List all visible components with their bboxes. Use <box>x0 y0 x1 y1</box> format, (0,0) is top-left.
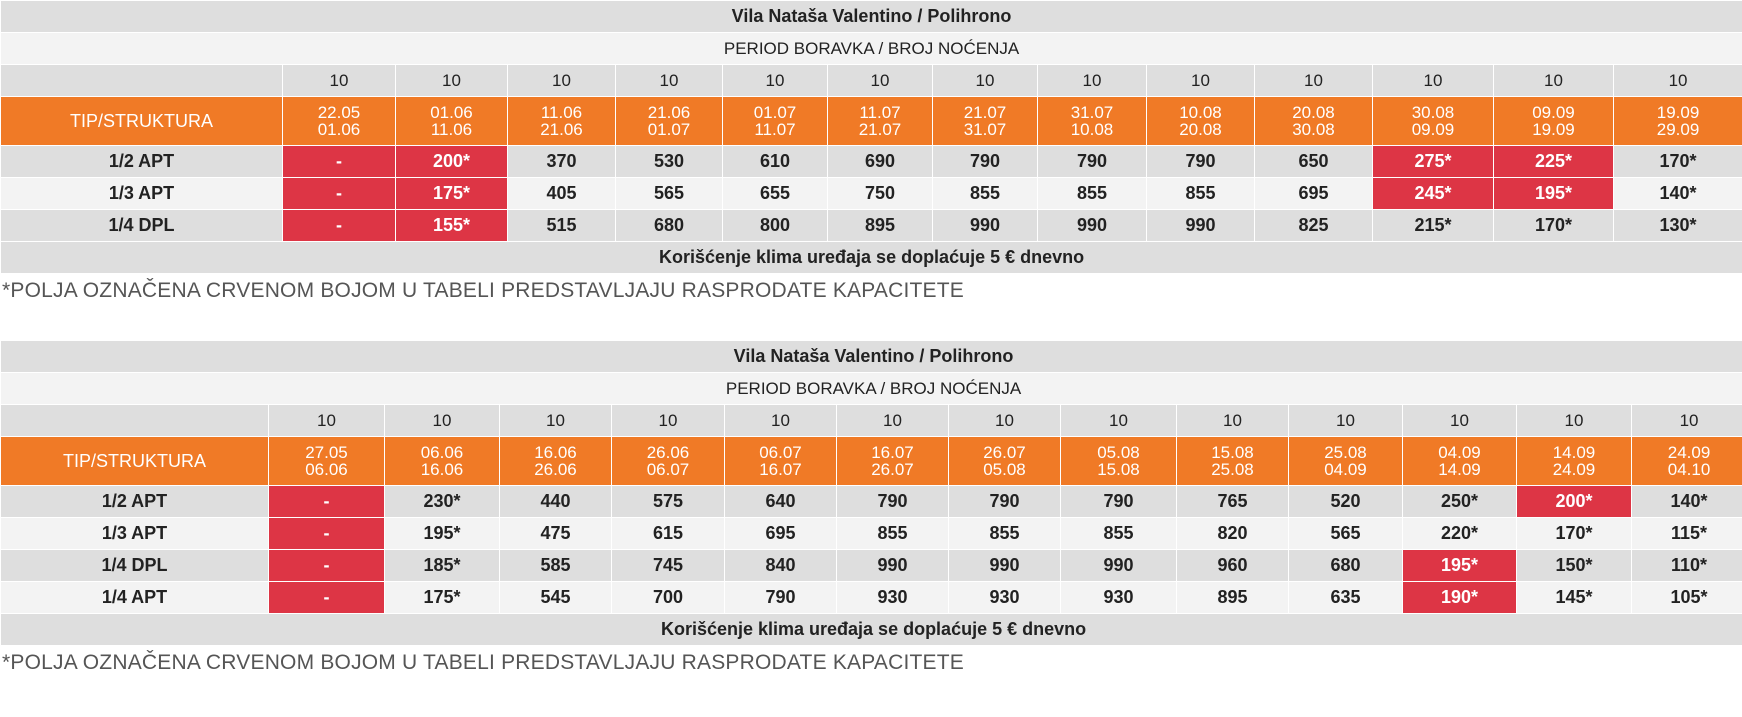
table-row <box>1 582 1742 614</box>
sold-out-footnote: *POLJA OZNAČENA CRVENOM BOJOM U TABELI PREDSTAVLJAJU RASPRODATE KAPACITETE <box>2 651 964 674</box>
nights-count: 10 <box>500 405 612 437</box>
price-cell: 175* <box>385 582 500 614</box>
price-cell: 690 <box>828 146 933 178</box>
period-from: 19.09 <box>1656 103 1700 122</box>
price-cell: 105* <box>1632 582 1742 614</box>
table-row <box>1 146 1742 178</box>
period-header-cell <box>612 437 725 486</box>
air-conditioning-note: Korišćenje klima uređaja se doplaćuje 5 € dnevno <box>1 242 1742 274</box>
period-header-cell <box>828 97 933 146</box>
price-cell: 545 <box>500 582 612 614</box>
price-cell-sold-out: 225* <box>1494 146 1614 178</box>
period-from: 26.06 <box>646 443 690 462</box>
nights-count: 10 <box>385 405 500 437</box>
period-from: 11.06 <box>540 103 583 122</box>
period-header-cell <box>500 437 612 486</box>
period-header-row <box>1 97 1742 146</box>
price-cell: 475 <box>500 518 612 550</box>
period-from: 26.07 <box>983 443 1026 462</box>
period-from: 25.08 <box>1324 443 1367 462</box>
nights-count: 10 <box>1403 405 1517 437</box>
price-cell: 195* <box>385 518 500 550</box>
period-header-cell <box>1255 97 1373 146</box>
period-from: 06.07 <box>759 443 802 462</box>
period-header-cell <box>616 97 723 146</box>
price-cell: 825 <box>1255 210 1373 242</box>
period-to: 11.07 <box>754 120 796 139</box>
table-subtitle-row <box>1 33 1742 65</box>
nights-count: 10 <box>1177 405 1289 437</box>
nights-count: 10 <box>508 65 616 97</box>
period-header-cell <box>723 97 828 146</box>
price-cell: 440 <box>500 486 612 518</box>
period-to: 31.07 <box>963 120 1007 139</box>
table-title-row <box>1 1 1742 33</box>
nights-count: 10 <box>949 405 1061 437</box>
period-from: 05.08 <box>1097 443 1140 462</box>
period-to: 16.06 <box>420 460 464 479</box>
price-cell-sold-out: 175* <box>396 178 508 210</box>
price-cell-sold-out: 195* <box>1494 178 1614 210</box>
room-type-label: 1/3 APT <box>1 178 283 210</box>
price-cell: 855 <box>933 178 1038 210</box>
nights-count: 10 <box>1517 405 1632 437</box>
price-cell-sold-out: 200* <box>396 146 508 178</box>
period-from: 31.07 <box>1070 103 1114 122</box>
period-to: 21.07 <box>858 120 902 139</box>
period-header-cell <box>1038 97 1147 146</box>
price-cell-sold-out: - <box>269 518 385 550</box>
period-to: 04.09 <box>1324 460 1367 479</box>
nights-row-spacer <box>1 65 283 97</box>
price-cell: 250* <box>1403 486 1517 518</box>
table-title-row <box>1 341 1742 373</box>
period-to: 14.09 <box>1438 460 1481 479</box>
price-cell: 750 <box>828 178 933 210</box>
nights-count: 10 <box>837 405 949 437</box>
period-header-cell <box>1373 97 1494 146</box>
price-cell-sold-out: - <box>269 550 385 582</box>
price-cell: 895 <box>1177 582 1289 614</box>
price-cell: 130* <box>1614 210 1742 242</box>
price-cell: 790 <box>949 486 1061 518</box>
price-cell: 110* <box>1632 550 1742 582</box>
period-header-cell <box>1494 97 1614 146</box>
period-header-row <box>1 437 1742 486</box>
room-type-label: 1/2 APT <box>1 486 269 518</box>
price-cell: 840 <box>725 550 837 582</box>
period-from: 11.07 <box>859 103 901 122</box>
period-header-cell <box>725 437 837 486</box>
nights-count: 10 <box>828 65 933 97</box>
table-spacer <box>0 310 1742 340</box>
price-cell: 655 <box>723 178 828 210</box>
room-type-label: 1/4 DPL <box>1 210 283 242</box>
price-cell-sold-out: - <box>269 486 385 518</box>
period-header-cell <box>1614 97 1742 146</box>
price-cell: 115* <box>1632 518 1742 550</box>
price-cell-sold-out: - <box>283 178 396 210</box>
price-cell: 765 <box>1177 486 1289 518</box>
nights-count: 10 <box>933 65 1038 97</box>
period-to: 01.06 <box>317 120 361 139</box>
nights-row-spacer <box>1 405 269 437</box>
price-cell: 680 <box>616 210 723 242</box>
room-type-label: 1/4 APT <box>1 582 269 614</box>
table-subtitle: PERIOD BORAVKA / BROJ NOĆENJA <box>1 373 1742 405</box>
note-row <box>1 614 1742 646</box>
price-cell-sold-out: 190* <box>1403 582 1517 614</box>
period-header-cell <box>1289 437 1403 486</box>
period-from: 30.08 <box>1411 103 1455 122</box>
period-to: 15.08 <box>1097 460 1140 479</box>
period-to: 30.08 <box>1292 120 1335 139</box>
period-header-cell <box>1632 437 1742 486</box>
period-to: 11.06 <box>430 120 473 139</box>
price-cell: 990 <box>837 550 949 582</box>
price-cell: 370 <box>508 146 616 178</box>
price-cell: 405 <box>508 178 616 210</box>
table-row <box>1 178 1742 210</box>
period-to: 26.06 <box>534 460 577 479</box>
price-cell: 150* <box>1517 550 1632 582</box>
table-subtitle-row <box>1 373 1742 405</box>
type-structure-header: TIP/STRUKTURA <box>1 97 283 146</box>
period-from: 16.07 <box>871 443 914 462</box>
price-cell: 530 <box>616 146 723 178</box>
period-to: 06.07 <box>646 460 690 479</box>
period-header-cell <box>949 437 1061 486</box>
period-header-cell <box>396 97 508 146</box>
period-to: 01.07 <box>647 120 691 139</box>
price-cell: 650 <box>1255 146 1373 178</box>
room-type-label: 1/2 APT <box>1 146 283 178</box>
price-cell: 140* <box>1632 486 1742 518</box>
period-to: 16.07 <box>759 460 802 479</box>
price-cell: 855 <box>1147 178 1255 210</box>
price-cell: 565 <box>1289 518 1403 550</box>
nights-count: 10 <box>1255 65 1373 97</box>
nights-count: 10 <box>396 65 508 97</box>
nights-count: 10 <box>1632 405 1742 437</box>
price-cell: 170* <box>1517 518 1632 550</box>
price-cell: 960 <box>1177 550 1289 582</box>
period-from: 06.06 <box>420 443 464 462</box>
period-from: 09.09 <box>1532 103 1575 122</box>
period-from: 20.08 <box>1292 103 1335 122</box>
period-header-cell <box>508 97 616 146</box>
price-cell: 790 <box>1147 146 1255 178</box>
price-cell: 895 <box>828 210 933 242</box>
room-type-label: 1/3 APT <box>1 518 269 550</box>
price-cell: 990 <box>1038 210 1147 242</box>
price-cell-sold-out: 245* <box>1373 178 1494 210</box>
period-from: 01.06 <box>430 103 473 122</box>
price-cell: 565 <box>616 178 723 210</box>
price-cell: 185* <box>385 550 500 582</box>
period-to: 26.07 <box>871 460 914 479</box>
price-cell: 170* <box>1614 146 1742 178</box>
price-cell: 855 <box>1038 178 1147 210</box>
price-cell: 215* <box>1373 210 1494 242</box>
period-header-cell <box>1403 437 1517 486</box>
price-cell: 575 <box>612 486 725 518</box>
price-cell: 585 <box>500 550 612 582</box>
price-cell: 790 <box>725 582 837 614</box>
price-cell-sold-out: - <box>283 210 396 242</box>
period-from: 15.08 <box>1211 443 1254 462</box>
price-table <box>0 340 1742 646</box>
period-header-cell <box>1147 97 1255 146</box>
nights-count: 10 <box>269 405 385 437</box>
price-cell: 855 <box>1061 518 1177 550</box>
price-cell: 700 <box>612 582 725 614</box>
price-cell: 790 <box>1038 146 1147 178</box>
period-header-cell <box>1517 437 1632 486</box>
nights-count: 10 <box>1289 405 1403 437</box>
price-cell: 170* <box>1494 210 1614 242</box>
price-cell-sold-out: 195* <box>1403 550 1517 582</box>
table-title: Vila Nataša Valentino / Polihrono <box>1 1 1742 33</box>
nights-count: 10 <box>616 65 723 97</box>
price-cell: 820 <box>1177 518 1289 550</box>
price-cell: 790 <box>933 146 1038 178</box>
nights-count: 10 <box>1061 405 1177 437</box>
period-header-cell <box>269 437 385 486</box>
price-cell: 930 <box>949 582 1061 614</box>
period-to: 21.06 <box>540 120 583 139</box>
type-structure-header: TIP/STRUKTURA <box>1 437 269 486</box>
price-cell: 635 <box>1289 582 1403 614</box>
price-cell-sold-out: - <box>269 582 385 614</box>
room-type-label: 1/4 DPL <box>1 550 269 582</box>
period-to: 29.09 <box>1656 120 1700 139</box>
note-row <box>1 242 1742 274</box>
table-title: Vila Nataša Valentino / Polihrono <box>1 341 1742 373</box>
period-from: 16.06 <box>534 443 577 462</box>
nights-count: 10 <box>1038 65 1147 97</box>
period-to: 04.10 <box>1667 460 1711 479</box>
price-cell-sold-out: 275* <box>1373 146 1494 178</box>
period-from: 04.09 <box>1438 443 1481 462</box>
period-from: 24.09 <box>1667 443 1711 462</box>
period-to: 06.06 <box>305 460 348 479</box>
price-cell-sold-out: - <box>283 146 396 178</box>
price-cell: 230* <box>385 486 500 518</box>
price-cell: 855 <box>837 518 949 550</box>
period-from: 14.09 <box>1552 443 1596 462</box>
table-subtitle: PERIOD BORAVKA / BROJ NOĆENJA <box>1 33 1742 65</box>
price-cell: 990 <box>933 210 1038 242</box>
sold-out-footnote: *POLJA OZNAČENA CRVENOM BOJOM U TABELI PREDSTAVLJAJU RASPRODATE KAPACITETE <box>2 279 964 302</box>
nights-count: 10 <box>283 65 396 97</box>
period-to: 09.09 <box>1411 120 1455 139</box>
price-cell: 140* <box>1614 178 1742 210</box>
period-to: 10.08 <box>1070 120 1114 139</box>
nights-row <box>1 65 1742 97</box>
price-cell: 695 <box>725 518 837 550</box>
nights-count: 10 <box>1147 65 1255 97</box>
price-cell: 990 <box>1061 550 1177 582</box>
nights-count: 10 <box>1614 65 1742 97</box>
period-from: 10.08 <box>1179 103 1222 122</box>
period-header-cell <box>1061 437 1177 486</box>
period-header-cell <box>933 97 1038 146</box>
period-from: 01.07 <box>753 103 797 122</box>
price-cell: 790 <box>837 486 949 518</box>
nights-count: 10 <box>612 405 725 437</box>
nights-count: 10 <box>725 405 837 437</box>
period-header-cell <box>283 97 396 146</box>
price-cell: 695 <box>1255 178 1373 210</box>
price-cell: 930 <box>1061 582 1177 614</box>
price-cell: 855 <box>949 518 1061 550</box>
price-cell: 610 <box>723 146 828 178</box>
period-from: 22.05 <box>317 103 361 122</box>
period-to: 24.09 <box>1552 460 1596 479</box>
table-row <box>1 486 1742 518</box>
period-from: 21.06 <box>647 103 691 122</box>
price-cell: 515 <box>508 210 616 242</box>
price-cell-sold-out: 155* <box>396 210 508 242</box>
period-to: 05.08 <box>983 460 1026 479</box>
period-to: 19.09 <box>1532 120 1575 139</box>
period-to: 20.08 <box>1179 120 1222 139</box>
period-header-cell <box>1177 437 1289 486</box>
price-cell: 790 <box>1061 486 1177 518</box>
price-cell: 520 <box>1289 486 1403 518</box>
price-cell: 640 <box>725 486 837 518</box>
price-table <box>0 0 1742 274</box>
price-cell: 990 <box>949 550 1061 582</box>
table-row <box>1 518 1742 550</box>
price-cell: 800 <box>723 210 828 242</box>
nights-count: 10 <box>723 65 828 97</box>
price-cell: 930 <box>837 582 949 614</box>
price-cell: 745 <box>612 550 725 582</box>
air-conditioning-note: Korišćenje klima uređaja se doplaćuje 5 € dnevno <box>1 614 1742 646</box>
price-cell: 615 <box>612 518 725 550</box>
price-cell: 220* <box>1403 518 1517 550</box>
period-header-cell <box>837 437 949 486</box>
period-from: 27.05 <box>305 443 348 462</box>
nights-count: 10 <box>1494 65 1614 97</box>
price-cell: 145* <box>1517 582 1632 614</box>
table-row <box>1 210 1742 242</box>
price-cell-sold-out: 200* <box>1517 486 1632 518</box>
nights-row <box>1 405 1742 437</box>
price-cell: 680 <box>1289 550 1403 582</box>
price-cell: 990 <box>1147 210 1255 242</box>
table-row <box>1 550 1742 582</box>
nights-count: 10 <box>1373 65 1494 97</box>
period-to: 25.08 <box>1211 460 1254 479</box>
period-from: 21.07 <box>963 103 1007 122</box>
period-header-cell <box>385 437 500 486</box>
